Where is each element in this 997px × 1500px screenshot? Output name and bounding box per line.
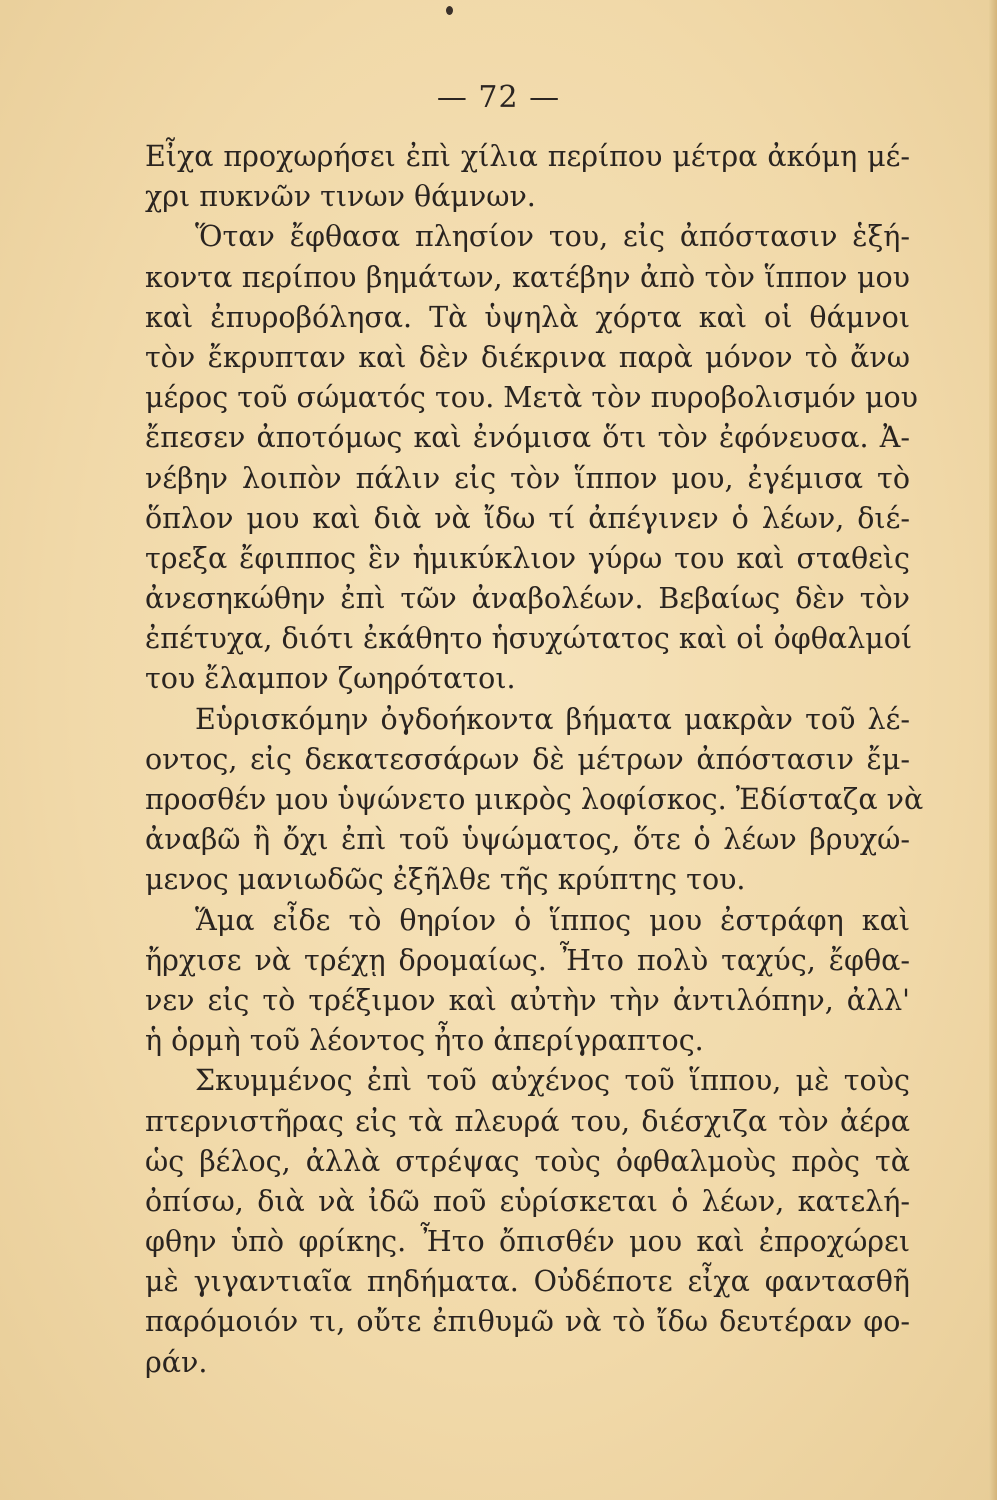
text-line: νεν εἰς τὸ τρέξιμον καὶ αὐτὴν τὴν ἀντιλόπην, ἀλλ' xyxy=(145,983,910,1017)
page-edge xyxy=(989,0,997,1500)
text-line: ὡς βέλος, ἀλλὰ στρέψας τοὺς ὀφθαλμοὺς πρὸς τὰ xyxy=(145,1144,910,1178)
text-line: τὸν ἔκρυπταν καὶ δὲν διέκρινα παρὰ μόνον τὸ ἄνω xyxy=(145,340,910,374)
text-line: ὅπλον μου καὶ διὰ νὰ ἴδω τί ἀπέγινεν ὁ λέων, διέ- xyxy=(145,501,910,535)
text-line: προσθέν μου ὑψώνετο μικρὸς λοφίσκος. Ἐδίσταζα νὰ xyxy=(145,783,924,816)
text-line: Ὅταν ἔφθασα πλησίον του, εἰς ἀπόστασιν ἑξή- xyxy=(195,220,910,254)
text-line: μενος μανιωδῶς ἐξῆλθε τῆς κρύπτης του. xyxy=(145,863,746,897)
text-line: πτερνιστῆρας εἰς τὰ πλευρά του, διέσχιζα τὸν ἀέρα xyxy=(145,1104,910,1138)
text-line: μέρος τοῦ σώματός του. Μετὰ τὸν πυροβολισμόν μου xyxy=(145,381,919,415)
ink-speck xyxy=(446,6,453,15)
text-line: ἀναβῶ ἢ ὄχι ἐπὶ τοῦ ὑψώματος, ὅτε ὁ λέων βρυχώ- xyxy=(145,823,910,857)
text-line: ἡ ὁρμὴ τοῦ λέοντος ἦτο ἀπερίγραπτος. xyxy=(145,1024,704,1058)
text-line: ὀπίσω, διὰ νὰ ἰδῶ ποῦ εὑρίσκεται ὁ λέων, κατελή- xyxy=(145,1184,910,1218)
text-line: καὶ ἐπυροβόλησα. Τὰ ὑψηλὰ χόρτα καὶ οἱ θάμνοι xyxy=(145,300,910,334)
text-line: Ἅμα εἶδε τὸ θηρίον ὁ ἵππος μου ἐστράφη καὶ xyxy=(195,903,910,937)
text-line: παρόμοιόν τι, οὔτε ἐπιθυμῶ νὰ τὸ ἴδω δευτέραν φο- xyxy=(145,1305,910,1339)
text-line: νέβην λοιπὸν πάλιν εἰς τὸν ἵππον μου, ἐγέμισα τὸ xyxy=(145,461,910,495)
text-line: ἀνεσηκώθην ἐπὶ τῶν ἀναβολέων. Βεβαίως δὲν τὸν xyxy=(145,582,910,616)
text-line: ἐπέτυχα, διότι ἐκάθητο ἡσυχώτατος καὶ οἱ ὀφθαλμοί xyxy=(145,622,913,656)
text-line: Σκυμμένος ἐπὶ τοῦ αὐχένος τοῦ ἵππου, μὲ τοὺς xyxy=(195,1064,910,1098)
text-line: οντος, εἰς δεκατεσσάρων δὲ μέτρων ἀπόστασιν ἔμ- xyxy=(145,742,910,776)
body-text xyxy=(145,137,924,1383)
text-line: κοντα περίπου βημάτων, κατέβην ἀπὸ τὸν ἵππον μου xyxy=(145,260,910,294)
text-line: Εὑρισκόμην ὀγδοήκοντα βήματα μακρὰν τοῦ λέ- xyxy=(195,702,910,736)
text-line: Εἶχα προχωρήσει ἐπὶ χίλια περίπου μέτρα ἀκόμη μέ- xyxy=(145,140,910,173)
text-line: χρι πυκνῶν τινων θάμνων. xyxy=(145,180,536,214)
text-line: φθην ὑπὸ φρίκης. Ἦτο ὄπισθέν μου καὶ ἐπροχώρει xyxy=(145,1225,910,1259)
page-number: — 72 — xyxy=(436,80,561,115)
text-line: ἔπεσεν ἀποτόμως καὶ ἐνόμισα ὅτι τὸν ἐφόνευσα. Ἀ- xyxy=(145,421,910,455)
text-line: ἤρχισε νὰ τρέχῃ δρομαίως. Ἦτο πολὺ ταχύς, ἔφθα- xyxy=(145,943,910,977)
text-line: ράν. xyxy=(145,1345,208,1379)
text-line: μὲ γιγαντιαῖα πηδήματα. Οὐδέποτε εἶχα φαντασθῆ xyxy=(145,1265,910,1299)
text-line: του ἔλαμπον ζωηρότατοι. xyxy=(145,662,516,696)
text-line: τρεξα ἔφιππος ἓν ἡμικύκλιον γύρω του καὶ σταθεὶς xyxy=(145,541,910,575)
